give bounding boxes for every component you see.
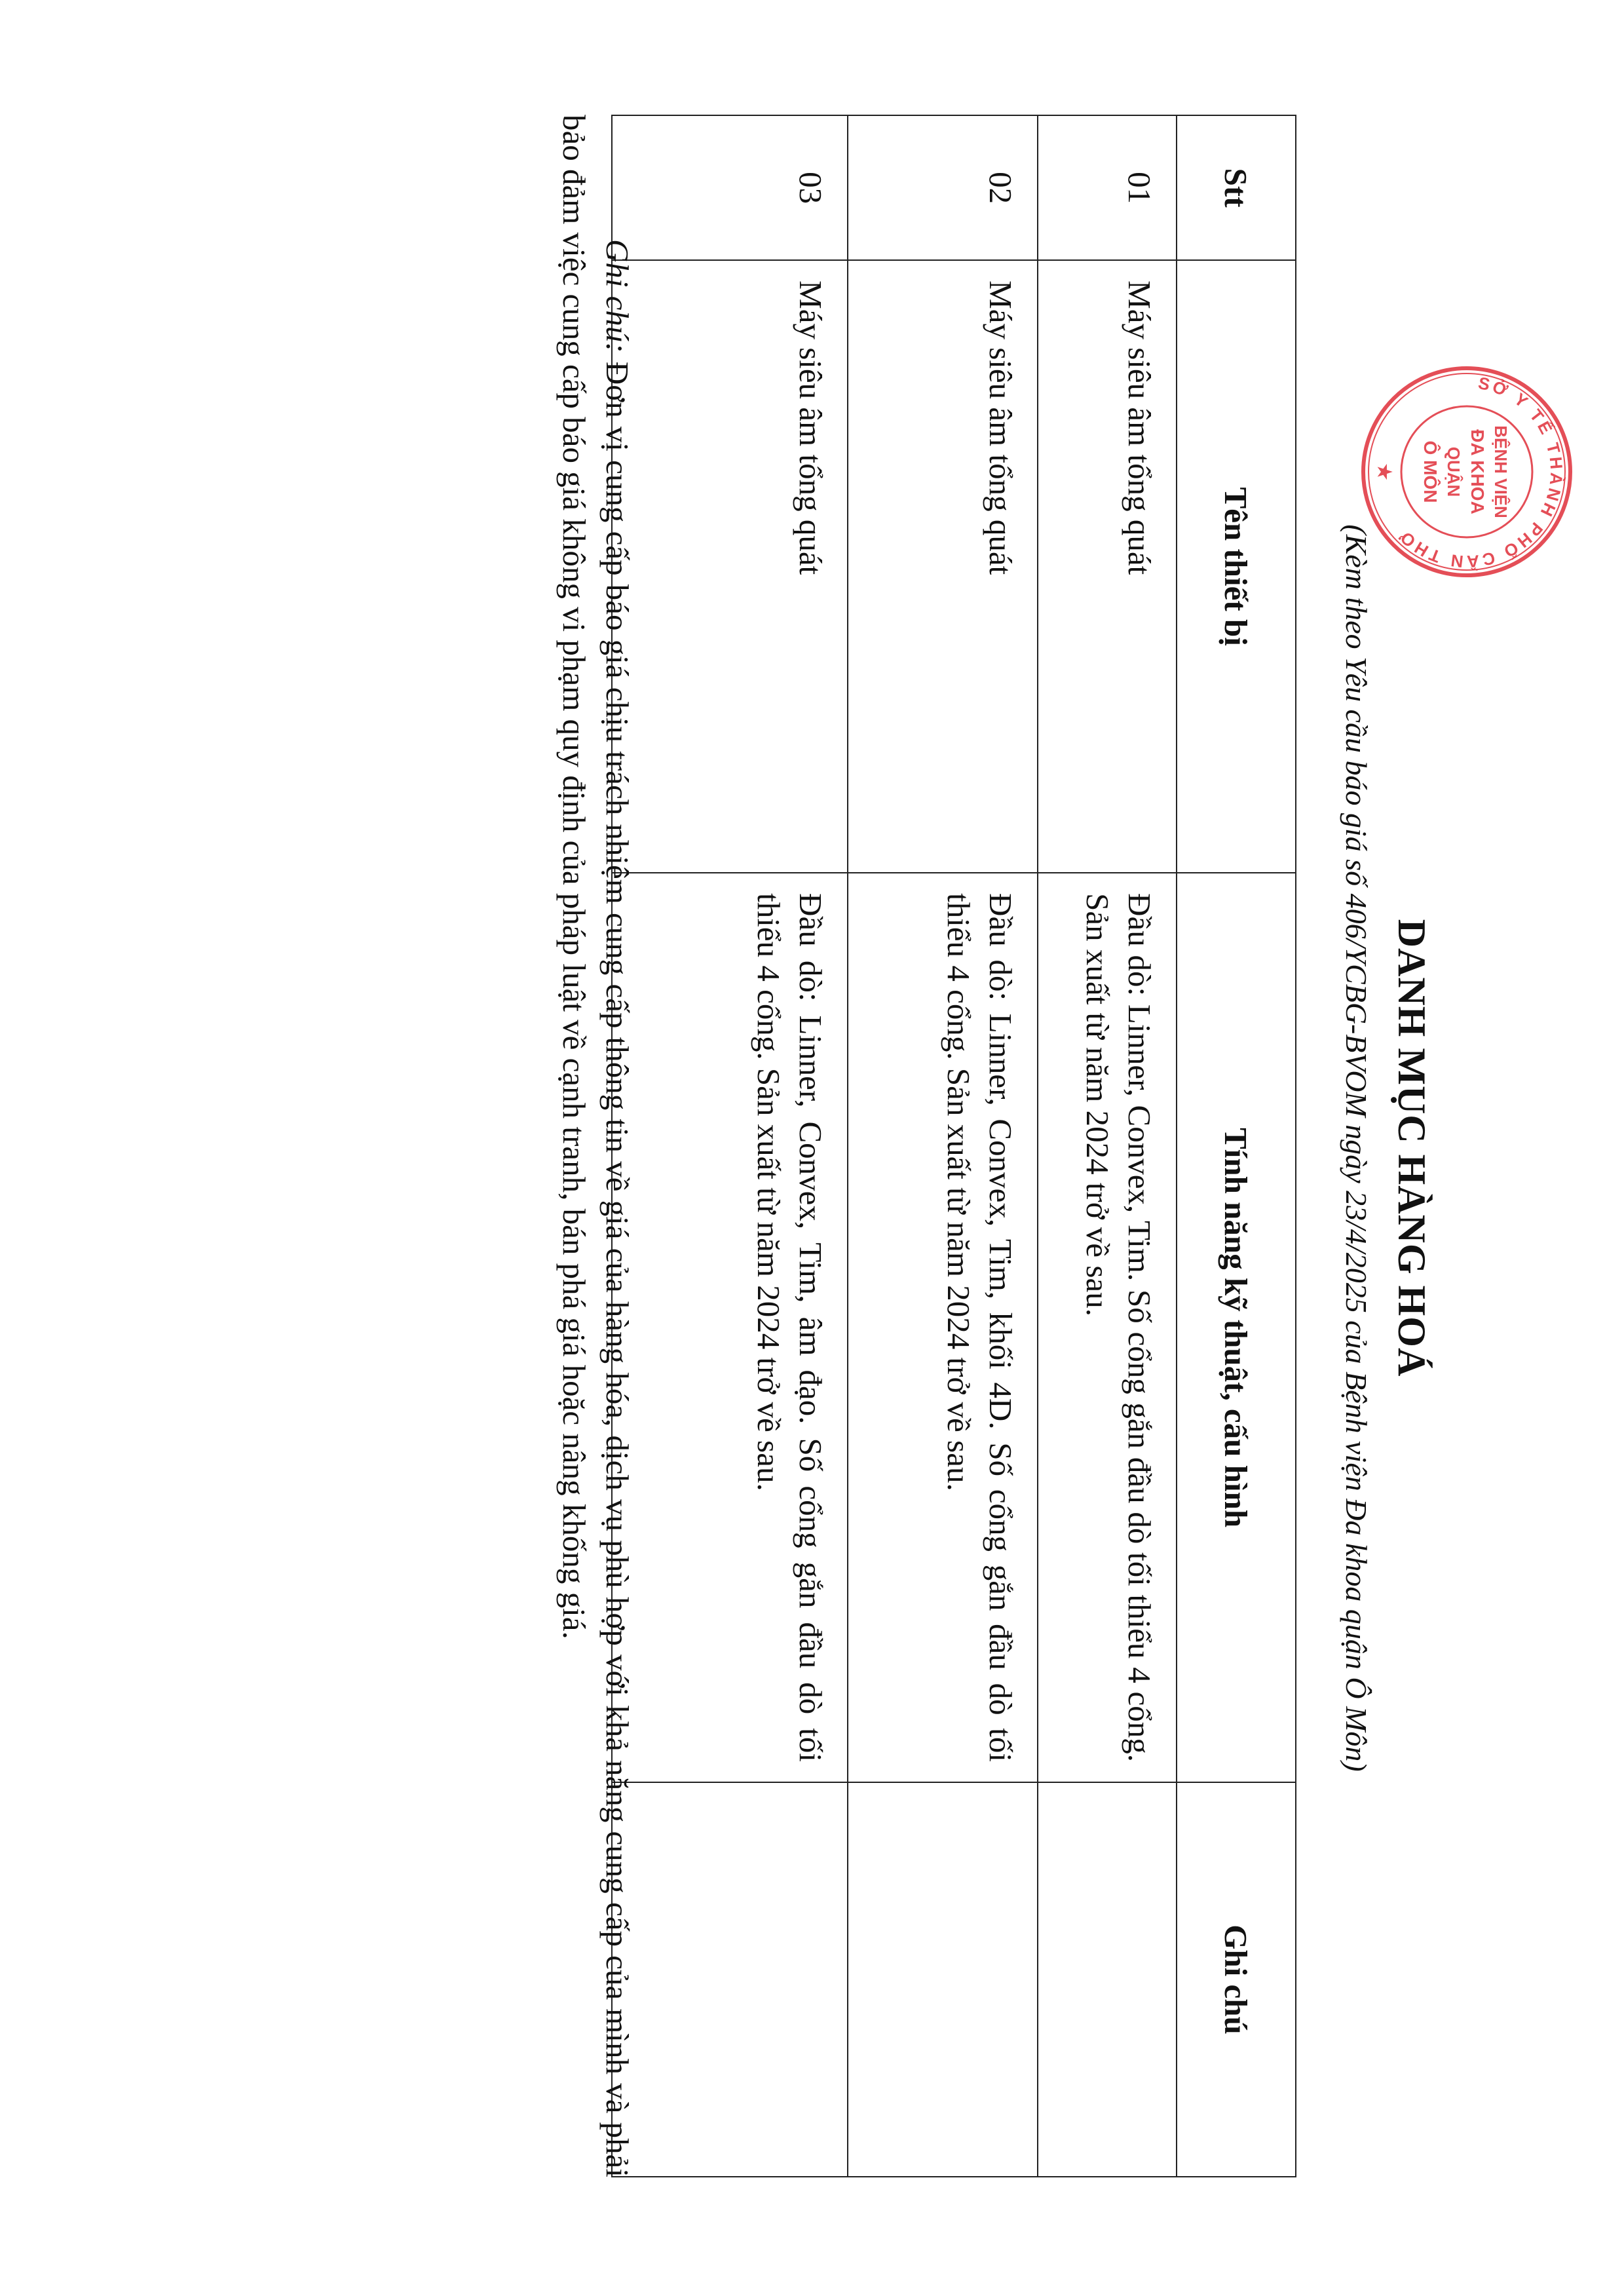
row-stt: 03 xyxy=(612,115,848,260)
table-header-row xyxy=(1177,115,1296,2177)
header-note: Ghi chú xyxy=(1177,1782,1296,2177)
seal-line-2: ĐA KHOA xyxy=(1467,429,1488,514)
header-stt: Stt xyxy=(1177,115,1296,260)
seal-line-3: QUẬN xyxy=(1444,446,1463,497)
row-note xyxy=(1038,1782,1177,2177)
footnote xyxy=(553,115,639,2177)
row-note xyxy=(612,1782,848,2177)
table-row xyxy=(1038,115,1177,2177)
footnote-label: Ghi chú: xyxy=(599,239,635,353)
row-device-name: Máy siêu âm tổng quát xyxy=(848,260,1038,873)
goods-table xyxy=(611,115,1296,2177)
row-specs: Đầu dò: Linner, Convex, Tim, khối 4D. Số cổng gắn đầu dò tối thiểu 4 cổng. Sản xuất từ năm 2024 trở về sau. xyxy=(848,873,1038,1782)
table-row xyxy=(612,115,848,2177)
row-note xyxy=(848,1782,1038,2177)
table-row xyxy=(848,115,1038,2177)
header-specs: Tính năng kỹ thuật, cấu hình xyxy=(1177,873,1296,1782)
seal-line-4: Ô MÔN xyxy=(1420,440,1441,503)
row-stt: 01 xyxy=(1038,115,1177,260)
seal-outer-text: SỞ Y TẾ THÀNH PHỐ CẦN THƠ xyxy=(1393,373,1567,572)
hospital-seal xyxy=(1359,364,1575,580)
seal-star-icon: ★ xyxy=(1374,463,1395,480)
document-title: DANH MỤC HÀNG HOÁ xyxy=(1390,919,1433,1377)
header-device-name: Tên thiết bị xyxy=(1177,260,1296,873)
row-device-name: Máy siêu âm tổng quát xyxy=(1038,260,1177,873)
seal-line-1: BỆNH VIỆN xyxy=(1491,425,1511,518)
row-specs: Đầu dò: Linner, Convex, Tim, âm đạo. Số cổng gắn đầu dò tối thiểu 4 cổng. Sản xuất từ năm 2024 trở về sau. xyxy=(612,873,848,1782)
row-stt: 02 xyxy=(848,115,1038,260)
row-specs: Đầu dò: Linner, Convex, Tim. Số cổng gắn đầu dò tối thiểu 4 cổng. Sản xuất từ năm 2024 trở về sau. xyxy=(1038,873,1177,1782)
footnote-text: Đơn vị cung cấp báo giá chịu trách nhiệm cung cấp thông tin về giá của hàng hóa, dịch vụ phù hợp với khả năng cung cấp của mình và phải bảo đảm việc cung cấp báo giá không vi phạm quy định của pháp luật về cạnh tranh, bán phá giá hoặc nâng khống giá. xyxy=(556,115,635,2177)
document-subtitle: (Kèm theo Yêu cầu báo giá số 406/YCBG-BVOM ngày 23/4/2025 của Bệnh viện Đa khoa quận Ô Môn) xyxy=(1340,524,1373,1772)
row-device-name: Máy siêu âm tổng quát xyxy=(612,260,848,873)
